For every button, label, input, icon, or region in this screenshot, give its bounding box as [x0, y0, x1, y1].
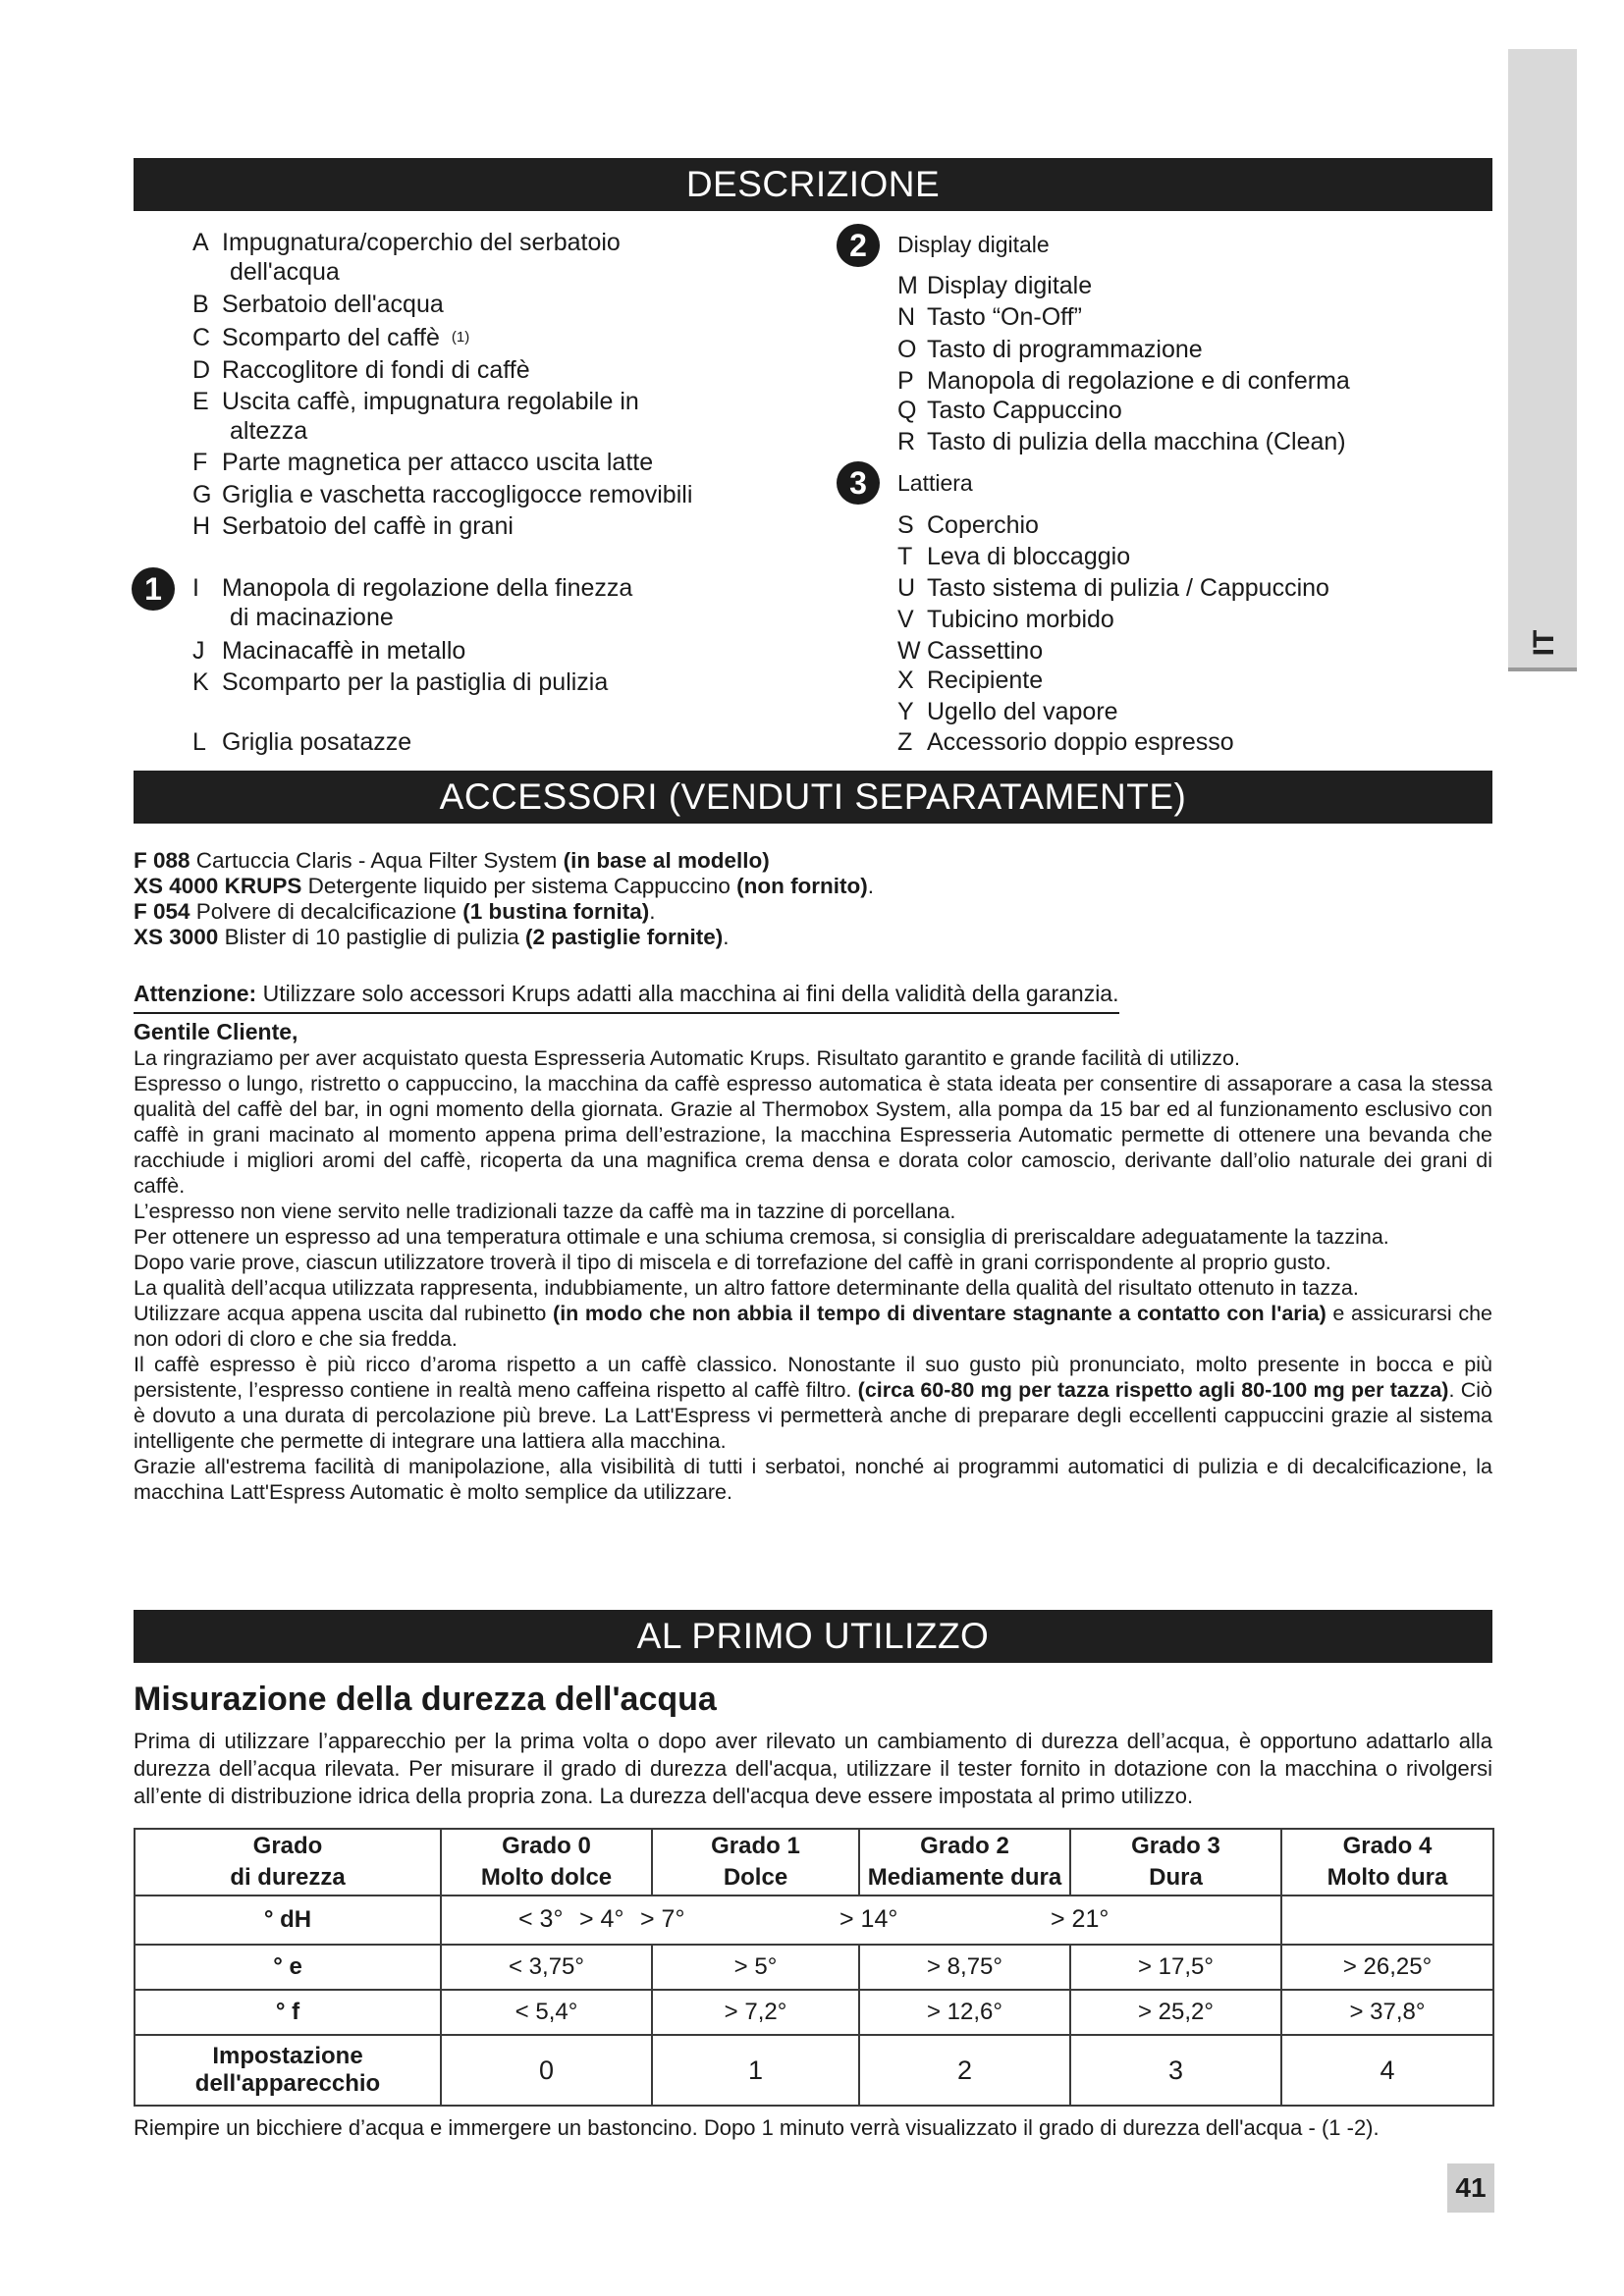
group-display-title: Display digitale: [897, 232, 1050, 257]
badge-1: 1: [132, 567, 175, 611]
item-l: L Griglia posatazze: [192, 728, 412, 756]
item-q: Q Tasto Cappuccino: [897, 397, 1122, 424]
customer-letter: [134, 1018, 1492, 1505]
language-tab: [1508, 49, 1577, 671]
item-w: W Cassettino: [897, 637, 1044, 665]
table-row: [135, 1945, 1493, 1990]
item-n: N Tasto “On-Off”: [897, 303, 1082, 331]
subsection-title: Misurazione della durezza dell'acqua: [134, 1681, 717, 1718]
table-cell: 3: [1070, 2035, 1281, 2106]
item-c: C Scomparto del caffè $^{(1)}$: [192, 324, 470, 351]
table-header: Grado 0 Molto dolce: [441, 1829, 652, 1896]
table-cell: > 5°: [652, 1945, 859, 1990]
accessory-item: F 088 Cartuccia Claris - Aqua Filter System (in base al modello): [134, 848, 770, 873]
letter-paragraph: Per ottenere un espresso ad una temperatura ottimale e una schiuma cremosa, si consiglia di preriscaldare adeguatamente la tazzina.: [134, 1225, 1389, 1249]
table-row: [135, 1990, 1493, 2035]
table-cell: 1: [652, 2035, 859, 2106]
accessory-item: XS 3000 Blister di 10 pastiglie di pulizia (2 pastiglie fornite).: [134, 925, 730, 949]
row-label: ° dH: [135, 1896, 441, 1945]
letter-paragraph: Utilizzare acqua appena uscita dal rubinetto (in modo che non abbia il tempo di diventare stagnante a contatto con l'aria) e assicurarsi che non odori di cloro e che sia fredda.: [134, 1302, 1492, 1351]
table-header: Grado 2 Mediamente dura: [859, 1829, 1070, 1896]
item-z: Z Accessorio doppio espresso: [897, 728, 1234, 756]
accessories-list: [134, 848, 874, 950]
item-y: Y Ugello del vapore: [897, 698, 1118, 725]
dh-value: > 21°: [1051, 1905, 1110, 1933]
dh-value: > 4°: [579, 1905, 624, 1933]
section-title-primo-utilizzo: AL PRIMO UTILIZZO: [134, 1610, 1492, 1663]
item-d: D Raccoglitore di fondi di caffè: [192, 356, 530, 384]
row-label: ° f: [135, 1990, 441, 2035]
dh-value: > 7°: [640, 1905, 685, 1933]
item-a-text: Impugnatura/coperchio del serbatoio: [222, 229, 621, 256]
letter-paragraph: L’espresso non viene servito nelle tradizionali tazze da caffè ma in tazzine di porcellana.: [134, 1200, 956, 1223]
item-t: T Leva di bloccaggio: [897, 543, 1131, 570]
item-a-cont: dell'acqua: [230, 258, 340, 286]
warning-text: Utilizzare solo accessori Krups adatti alla macchina ai fini della validità della garanzia.: [256, 981, 1119, 1006]
section-title-accessori: ACCESSORI (VENDUTI SEPARATAMENTE): [134, 771, 1492, 824]
table-header: Grado di durezza: [135, 1829, 441, 1896]
letter-paragraph: Il caffè espresso è più ricco d’aroma rispetto a un caffè classico. Nonostante il suo gusto più pronunciato, molto presente in bocca e più persistente, l’espresso contiene in realtà meno caffeina rispetto al caffè filtro. (circa 60-80 mg per tazza rispetto agli 80-100 mg per tazza). Ciò è dovuto a una durata di percolazione più breve. La Latt'Espress vi permetterà anche di preparare degli eccellenti cappuccini grazie al sistema intelligente che permette di integrare una lattiera alla macchina.: [134, 1353, 1492, 1453]
letter-paragraph: Espresso o lungo, ristretto o cappuccino, la macchina da caffè espresso automatica è stata ideata per consentire di assaporare a casa la stessa qualità del caffè del bar, in ogni momento della giornata. Grazie al Thermobox System, alla pompa da 15 bar ed al funzionamento esclusivo con caffè in grani macinato al momento appena prima dell’estrazione, la macchina Espresseria Automatic permette di ottenere una bevanda che racchiude i migliori aromi del caffè, ricoperta da una magnifica crema densa e dorata color camoscio, derivante dall’olio naturale dei grani di caffè.: [134, 1072, 1492, 1198]
hardness-footer-note: Riempire un bicchiere d’acqua e immergere un bastoncino. Dopo 1 minuto verrà visualizzato il grado di durezza dell'acqua - (1 -2).: [134, 2115, 1380, 2140]
dh-value: > 14°: [839, 1905, 898, 1933]
item-b: B Serbatoio dell'acqua: [192, 291, 444, 318]
letter-paragraph: Dopo varie prove, ciascun utilizzatore troverà il tipo di miscela e di torrefazione del caffè in grani corrispondente al proprio gusto.: [134, 1251, 1331, 1274]
badge-3: 3: [837, 461, 880, 505]
row-label: ° e: [135, 1945, 441, 1990]
greeting: Gentile Cliente,: [134, 1019, 298, 1044]
page-number: 41: [1447, 2163, 1494, 2213]
warning-label: Attenzione:: [134, 981, 257, 1006]
item-r: R Tasto di pulizia della macchina (Clean): [897, 428, 1346, 455]
section-title-descrizione: DESCRIZIONE: [134, 158, 1492, 211]
table-cell: > 37,8°: [1281, 1990, 1493, 2035]
item-p: P Manopola di regolazione e di conferma: [897, 367, 1350, 395]
warranty-warning: [134, 979, 1119, 1014]
letter-paragraph: Grazie all'estrema facilità di manipolazione, alla visibilità di tutti i serbatoi, nonché ai programmi automatici di pulizia e di decalcificazione, la macchina Latt'Espress Automatic è molto semplice da utilizzare.: [134, 1455, 1492, 1504]
item-o: O Tasto di programmazione: [897, 336, 1203, 363]
footnote-ref: (1): [451, 329, 470, 346]
empty-cell: [1281, 1896, 1493, 1945]
item-m: M Display digitale: [897, 272, 1093, 299]
item-h: H Serbatoio del caffè in grani: [192, 512, 514, 540]
row-label: Impostazione dell'apparecchio: [135, 2035, 441, 2106]
item-s: S Coperchio: [897, 511, 1039, 539]
table-cell: > 8,75°: [859, 1945, 1070, 1990]
table-cell: < 5,4°: [441, 1990, 652, 2035]
dh-values: [441, 1896, 1281, 1945]
table-cell: < 3,75°: [441, 1945, 652, 1990]
table-header: Grado 4 Molto dura: [1281, 1829, 1493, 1896]
accessory-item: XS 4000 KRUPS Detergente liquido per sistema Cappuccino (non fornito).: [134, 874, 875, 898]
table-cell: > 12,6°: [859, 1990, 1070, 2035]
water-hardness-table: [134, 1828, 1494, 2107]
table-header: Grado 3 Dura: [1070, 1829, 1281, 1896]
badge-2: 2: [837, 224, 880, 267]
item-v: V Tubicino morbido: [897, 606, 1114, 633]
item-a: A Impugnatura/coperchio del serbatoio dell'acqua: [192, 229, 621, 286]
item-k: K Scomparto per la pastiglia di pulizia: [192, 668, 609, 696]
table-cell: 2: [859, 2035, 1070, 2106]
letter-paragraph: La qualità dell’acqua utilizzata rappresenta, indubbiamente, un altro fattore determinante della qualità del risultato ottenuto in tazza.: [134, 1276, 1359, 1300]
table-cell: 0: [441, 2035, 652, 2106]
table-row: [135, 2035, 1493, 2106]
table-header: Grado 1 Dolce: [652, 1829, 859, 1896]
table-cell: > 25,2°: [1070, 1990, 1281, 2035]
item-g: G Griglia e vaschetta raccogligocce removibili: [192, 481, 693, 508]
group-lattiera-title: Lattiera: [897, 470, 973, 496]
item-f: F Parte magnetica per attacco uscita latte: [192, 449, 654, 476]
table-cell: > 26,25°: [1281, 1945, 1493, 1990]
letter-paragraph: La ringraziamo per aver acquistato questa Espresseria Automatic Krups. Risultato garantito e grande facilità di utilizzo.: [134, 1046, 1240, 1070]
table-header-row: [135, 1829, 1493, 1896]
table-cell: > 7,2°: [652, 1990, 859, 2035]
hardness-intro: Prima di utilizzare l’apparecchio per la prima volta o dopo aver rilevato un cambiamento di durezza dell’acqua, è opportuno adattarlo alla durezza dell’acqua rilevata. Per misurare il grado di durezza dell'acqua, utilizzare il tester fornito in dotazione con la macchina o rivolgersi all’ente di distribuzione idrica della propria zona. La durezza dell'acqua deve essere impostata al primo utilizzo.: [134, 1729, 1492, 1808]
dh-value: < 3°: [518, 1905, 564, 1933]
accessory-item: F 054 Polvere di decalcificazione (1 bustina fornita).: [134, 899, 656, 924]
item-u: U Tasto sistema di pulizia / Cappuccino: [897, 574, 1329, 602]
item-x: X Recipiente: [897, 667, 1044, 694]
language-label: IT: [1528, 629, 1560, 657]
item-e: E Uscita caffè, impugnatura regolabile in altezza: [192, 388, 639, 445]
item-i: I Manopola di regolazione della finezza di macinazione: [192, 574, 633, 631]
table-row: [135, 1896, 1493, 1945]
item-j: J Macinacaffè in metallo: [192, 637, 466, 665]
table-cell: > 17,5°: [1070, 1945, 1281, 1990]
table-cell: 4: [1281, 2035, 1493, 2106]
